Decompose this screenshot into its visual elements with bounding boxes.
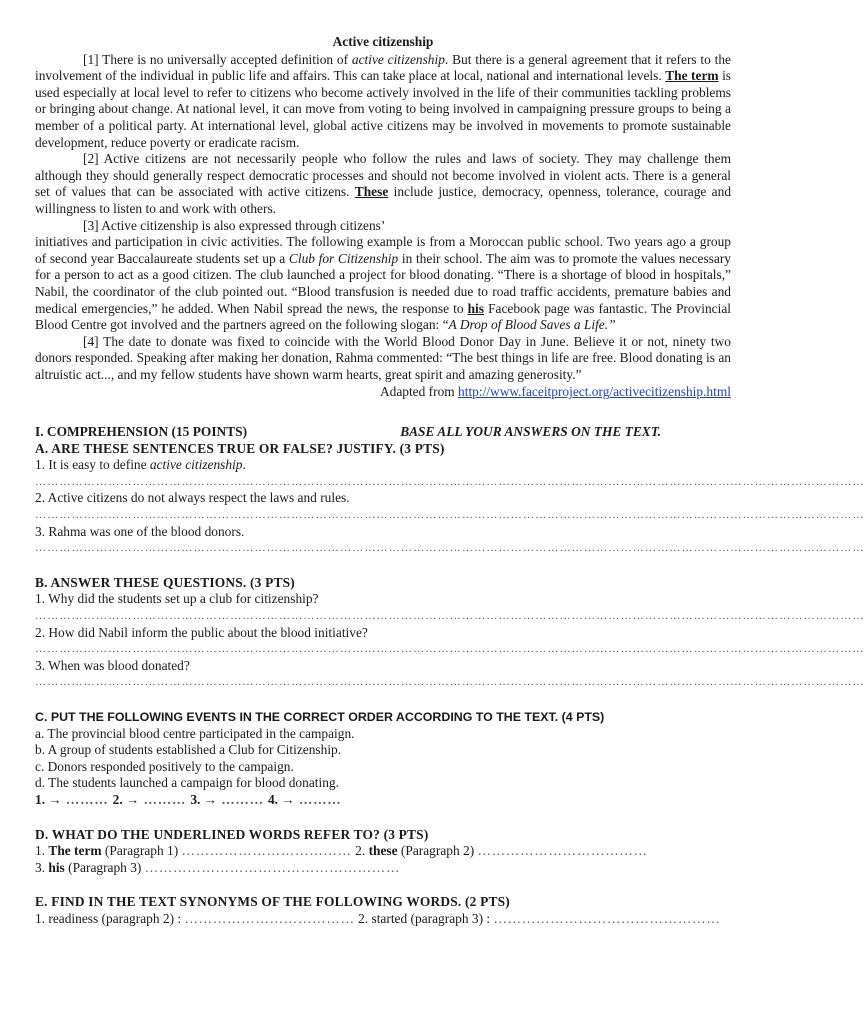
section-c xyxy=(35,709,731,809)
section-b-q1: 1. Why did the students set up a club for citizenship? xyxy=(35,591,319,607)
source-citation: Adapted from http://www.faceitproject.org/activecitizenship.html xyxy=(379,384,731,400)
order-blank-4[interactable]: ……… xyxy=(294,791,342,807)
section-d-row-1: 1. The term (Paragraph 1) ……………………………… 2. these (Paragraph 2) ……………………………… xyxy=(35,843,648,859)
section-a-heading: A. ARE THESE SENTENCES TRUE OR FALSE? JUSTIFY. (3 PTS) xyxy=(35,440,445,456)
answer-line[interactable]: …………………………………………………………………………………………………………………………………………………………………………………… xyxy=(35,509,865,522)
section-d-heading: D. WHAT DO THE UNDERLINED WORDS REFER TO? (3 PTS) xyxy=(35,826,429,842)
section-b xyxy=(35,574,865,691)
paragraph-3-first-line: [3] Active citizenship is also expressed through citizens’ xyxy=(83,217,386,233)
comprehension-instruction: BASE ALL YOUR ANSWERS ON THE TEXT. xyxy=(400,424,661,440)
comprehension-header xyxy=(35,424,731,441)
event-c: c. Donors responded positively to the campaign. xyxy=(35,758,294,774)
section-b-q2: 2. How did Nabil inform the public about the blood initiative? xyxy=(35,624,368,640)
order-answer-row: 1. → ……… 2. → ……… 3. → ……… 4. → ……… xyxy=(35,791,342,807)
answer-line[interactable]: …………………………………………………………………………………………………………………………………………………………………………………… xyxy=(35,475,865,488)
comprehension-heading: I. COMPREHENSION (15 POINTS) xyxy=(35,424,248,440)
paragraph-2: [2] Active citizens are not necessarily people who follow the rules and laws of society. They may challenge them although they should generally respect democratic processes and should not become involved in violent acts. There is a general set of values that can be associated with active citizens. These include justice, democracy, openness, tolerance, courage and willingness to listen to and work with others. xyxy=(35,151,732,216)
reference-blank-2[interactable]: ……………………………… xyxy=(477,843,648,859)
section-e-row: 1. readiness (paragraph 2) : ……………………………… 2. started (paragraph 3) : ………………………………………… xyxy=(35,910,721,926)
reference-blank-3[interactable]: ……………………………………………… xyxy=(144,859,401,875)
order-blank-2[interactable]: ……… xyxy=(139,791,191,807)
underlined-his: his xyxy=(467,300,484,316)
answer-line[interactable]: …………………………………………………………………………………………………………………………………………………………………………………… xyxy=(35,676,865,689)
section-e-heading: E. FIND IN THE TEXT SYNONYMS OF THE FOLLOWING WORDS. (2 PTS) xyxy=(35,894,510,910)
paragraph-1: [1] There is no universally accepted definition of active citizenship. But there is a general agreement that it refers to the involvement of the individual in public life and affairs. This can take place at local, national and international levels. The term is used especially at local level to refer to citizens who become actively involved in the life of their communities tackling problems or bringing about change. At national level, it can move from voting to being involved in campaigning pressure groups to being a member of a political party. At international level, global active citizens may be involved in movements to promote sustainable development, reduce poverty or eradicate racism. xyxy=(35,51,732,150)
section-a-q2: 2. Active citizens do not always respect the laws and rules. xyxy=(35,490,350,506)
event-a: a. The provincial blood centre participated in the campaign. xyxy=(35,725,355,741)
underlined-the-term: The term xyxy=(665,68,719,84)
paragraph-3: initiatives and participation in civic activities. The following example is from a Moroccan public school. Two years ago a group of second year Baccalaureate students set up a Club for Citizenship in their school. The aim was to promote the values necessary for a person to act as a good citizen. The club launched a project for blood donating. “There is a shortage of blood in hospitals,” Nabil, the coordinator of the club pointed out. “Blood transfusion is needed due to road traffic accidents, premature babies and medical emergencies,” he added. When Nabil spread the news, the response to his Facebook page was fantastic. The Provincial Blood Centre got involved and the partners agreed on the following slogan: “A Drop of Blood Saves a Life.” xyxy=(35,234,731,333)
passage-title: Active citizenship xyxy=(332,34,434,49)
source-link[interactable]: http://www.faceitproject.org/activecitizenship.html xyxy=(458,384,731,400)
section-c-heading: C. PUT THE FOLLOWING EVENTS IN THE CORRECT ORDER ACCORDING TO THE TEXT. (4 PTS) xyxy=(35,709,605,724)
synonym-blank-1[interactable]: ……………………………… xyxy=(184,910,355,926)
answer-line[interactable]: …………………………………………………………………………………………………………………………………………………………………………………… xyxy=(35,643,865,656)
event-d: d. The students launched a campaign for blood donating. xyxy=(35,775,339,791)
paragraph-4: [4] The date to donate was fixed to coincide with the World Blood Donor Day in June. Believe it or not, ninety two donors responded. Speaking after making her donation, Rahma commented: “The best things in life are free. Blood donating is an altruistic act..., and my fellow students have shown warm hearts, great spirit and amazing generosity.” xyxy=(35,333,731,382)
reference-blank-1[interactable]: ……………………………… xyxy=(181,843,352,859)
worksheet-page xyxy=(35,34,865,928)
section-b-heading: B. ANSWER THESE QUESTIONS. (3 PTS) xyxy=(35,574,295,590)
answer-line[interactable]: …………………………………………………………………………………………………………………………………………………………………………………… xyxy=(35,542,865,555)
section-a-q3: 3. Rahma was one of the blood donors. xyxy=(35,523,245,539)
section-b-q3: 3. When was blood donated? xyxy=(35,657,190,673)
order-blank-3[interactable]: ……… xyxy=(217,791,268,807)
event-b: b. A group of students established a Club for Citizenship. xyxy=(35,742,342,758)
underlined-these: These xyxy=(354,184,389,200)
section-e xyxy=(35,894,731,927)
section-a-q1: 1. It is easy to define active citizenship. xyxy=(35,457,246,473)
synonym-blank-2[interactable]: ………………………………………… xyxy=(493,910,721,926)
order-blank-1[interactable]: ……… xyxy=(61,791,113,807)
answer-line[interactable]: …………………………………………………………………………………………………………………………………………………………………………………… xyxy=(35,610,865,622)
section-d-row-2: 3. his (Paragraph 3) ……………………………………………… xyxy=(35,859,401,875)
section-d xyxy=(35,827,731,877)
